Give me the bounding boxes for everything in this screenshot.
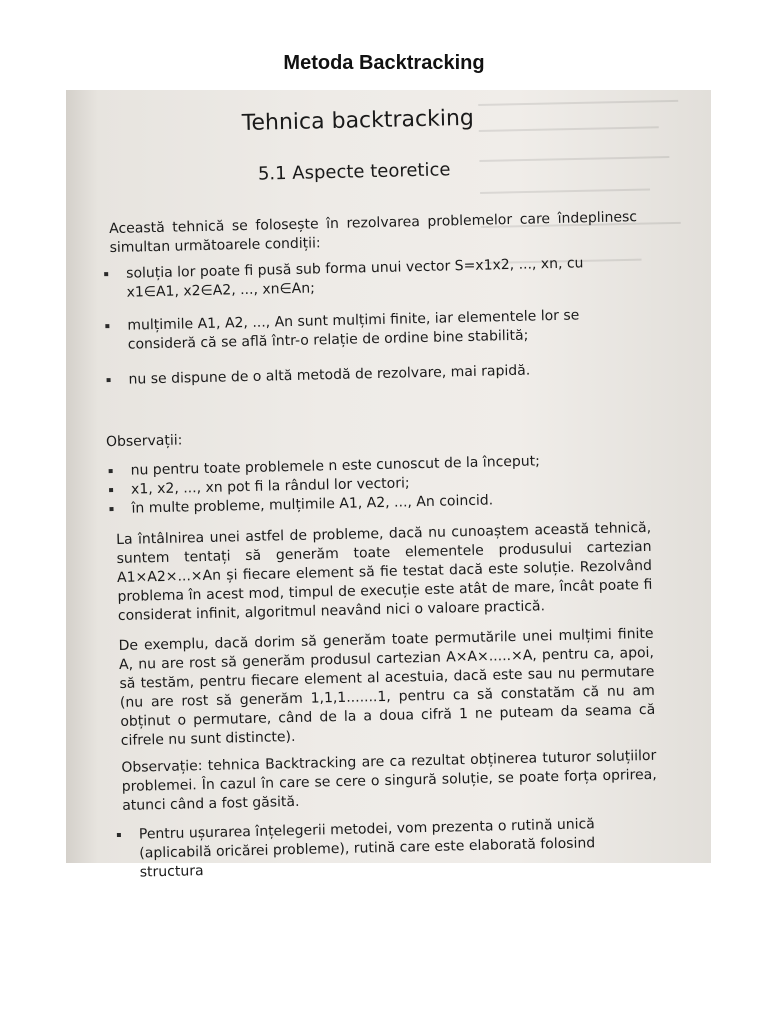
bullet-icon: [104, 272, 108, 276]
scanned-page: [66, 90, 711, 881]
bullet-icon: [109, 469, 113, 473]
paragraph-example: De exemplu, dacă dorim să generăm toate permutările unei mulțimi finite A, nu are rost să generăm produsul cartezian A×A×.....×A, pentru ca, apoi, să testăm, pentru fiecare element al acestuia, dacă este sau nu permutare (nu are rost să generăm 1,1,1.......1, pentru ca să constatăm că nu am obținut o permutare, când de la a doua cifră 1 ne puteam da seama că cifrele nu sunt distincte).: [118, 625, 656, 749]
bullet-icon: [117, 833, 121, 837]
observatii-list: [104, 450, 645, 519]
list-item-text: în multe probleme, mulțimile A1, A2, ..., An coincid.: [131, 492, 494, 517]
section-title: 5.1 Aspecte teoretice: [257, 159, 451, 185]
list-item: [113, 814, 659, 883]
bullet-icon: [107, 378, 111, 382]
document-title: Metoda Backtracking: [283, 52, 485, 74]
list-item: [102, 359, 642, 390]
bullet-icon: [109, 488, 113, 492]
bullet-icon: [109, 507, 113, 511]
bullet-icon: [105, 324, 109, 328]
paragraph-observatie: Observație: tehnica Backtracking are ca rezultat obținerea tuturor soluțiilor problemei. În cazul în care se cere o singură soluție, se poate forța oprirea, atunci când a fost găsită.: [121, 747, 657, 814]
list-item-text: x1, x2, ..., xn pot fi la rândul lor vectori;: [130, 475, 410, 498]
list-item-text: Pentru ușurarea înțelegerii metodei, vom prezenta o rutină unică (aplicabilă oricărei probleme), rutină care este elaborată folosind structura: [138, 816, 596, 881]
list-item-text: nu pentru toate problemele n este cunoscut de la început;: [130, 453, 541, 479]
paragraph-product: La întâlnirea unei astfel de probleme, dacă nu cunoaștem această tehnică, suntem tentați să generăm toate elementele produsului cartezian A1×A2×...×An și fiecare element să fie testat dacă este soluție. Rezolvând problema în acest mod, timpul de execuție este atât de mare, încât poate fi considerat infinit, algoritmul neavând nici o valoare practică.: [116, 519, 653, 624]
conditions-list: [100, 253, 643, 390]
list-item-text: nu se dispune de o altă metodă de rezolvare, mai rapidă.: [128, 362, 531, 388]
observatii-heading: Observații:: [105, 432, 183, 451]
chapter-title: Tehnica backtracking: [241, 105, 475, 137]
list-item: [100, 253, 641, 303]
intro-paragraph: Această tehnică se folosește în rezolvarea problemelor care îndeplinesc simultan următoarele condiții:: [108, 209, 638, 257]
final-list: [113, 814, 659, 883]
list-item-text: mulțimile A1, A2, ..., An sunt mulțimi finite, iar elementele lor se consideră că se află într-o relație de ordine bine stabilită;: [127, 307, 580, 353]
scan-text-layer: [66, 75, 728, 881]
list-item: [101, 305, 642, 355]
list-item-text: soluția lor poate fi pusă sub forma unui vector S=x1x2, ..., xn, cu x1∈A1, x2∈A2, ..., xn∈An;: [126, 255, 584, 301]
